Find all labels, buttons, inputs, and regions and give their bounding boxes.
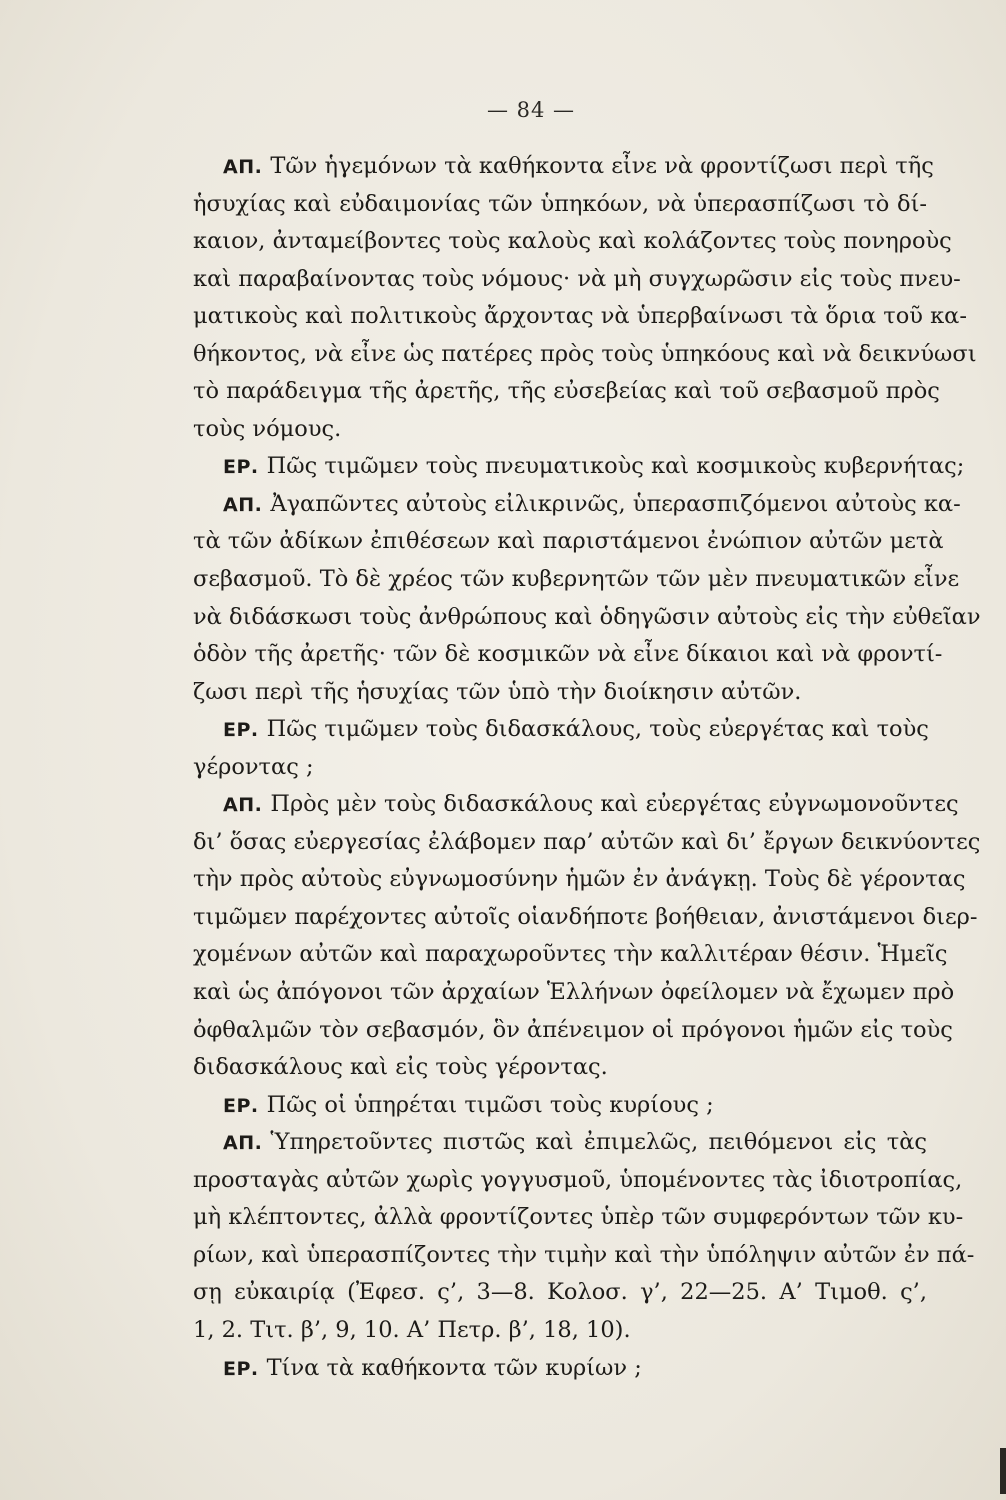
text-line (193, 636, 943, 674)
text-line (193, 448, 965, 486)
line-text: 1, 2. Τιτ. β’, 9, 10. Α’ Πετρ. β’, 18, 10). (193, 1316, 631, 1343)
text-line (193, 786, 959, 824)
line-text: Πῶς τιμῶμεν τοὺς πνευματικοὺς καὶ κοσμικοὺς κυβερνήτας; (266, 453, 965, 480)
line-text: χομένων αὐτῶν καὶ παραχωροῦντες τὴν καλλιτέραν θέσιν. Ἡμεῖς (193, 941, 948, 968)
line-text: ὁδὸν τῆς ἀρετῆς· τῶν δὲ κοσμικῶν νὰ εἶνε δίκαιοι καὶ νὰ φροντί- (193, 641, 943, 668)
line-text: Πῶς οἱ ὑπηρέται τιμῶσι τοὺς κυρίους ; (266, 1091, 714, 1118)
text-line (193, 261, 961, 299)
text-line (193, 749, 927, 787)
text-line (193, 523, 944, 561)
line-text: ζωσι περὶ τῆς ἡσυχίας τῶν ὑπὸ τὴν διοίκησιν αὐτῶν. (193, 678, 802, 705)
text-line (193, 899, 978, 937)
line-text: δι’ ὅσας εὐεργεσίας ἐλάβομεν παρ’ αὐτῶν καὶ δι’ ἔργων δεικνύοντες (193, 828, 981, 855)
line-text: γέροντας ; (193, 753, 314, 780)
line-text: Ἀγαπῶντες αὐτοὺς εἰλικρινῶς, ὑπερασπιζόμενοι αὐτοὺς κα- (270, 490, 961, 517)
text-line (193, 411, 927, 449)
text-line (193, 1049, 927, 1087)
text-line (193, 936, 948, 974)
speaker-label: ΑΠ. (223, 794, 263, 817)
line-text: σεβασμοῦ. Τὸ δὲ χρέος τῶν κυβερνητῶν τῶν μὲν πνευματικῶν εἶνε (193, 566, 960, 593)
line-text: νὰ διδάσκωσι τοὺς ἀνθρώπους καὶ ὁδηγῶσιν αὐτοὺς εἰς τὴν εὐθεῖαν (193, 603, 981, 630)
text-line (193, 974, 955, 1012)
text-line (193, 711, 927, 749)
text-line (193, 1199, 964, 1237)
line-text: ὀφθαλμῶν τὸν σεβασμόν, ὃν ἀπένειμον οἱ πρόγονοι ἡμῶν εἰς τοὺς (193, 1016, 953, 1043)
text-line (193, 186, 927, 224)
line-text: Πρὸς μὲν τοὺς διδασκάλους καὶ εὐεργέτας εὐγνωμονοῦντες (270, 791, 959, 818)
text-line (193, 1274, 927, 1312)
line-text: Πῶς τιμῶμεν τοὺς διδασκάλους, τοὺς εὐεργέτας καὶ τοὺς (266, 716, 929, 743)
text-line (193, 336, 977, 374)
speaker-label: ΕΡ. (223, 719, 259, 742)
line-text: τιμῶμεν παρέχοντες αὐτοῖς οἱανδήποτε βοήθειαν, ἀνιστάμενοι διερ- (193, 903, 978, 930)
line-text: ρίων, καὶ ὑπερασπίζοντες τὴν τιμὴν καὶ τὴν ὑπόληψιν αὐτῶν ἐν πά- (193, 1241, 975, 1268)
line-text: καιον, ἀνταμείβοντες τοὺς καλοὺς καὶ κολάζοντες τοὺς πονηροὺς (193, 228, 952, 255)
line-text: Τίνα τὰ καθήκοντα τῶν κυρίων ; (266, 1354, 642, 1381)
page-number: — 84 — (486, 98, 576, 122)
text-line (193, 1012, 953, 1050)
text-line (193, 561, 960, 599)
line-text: σῃ εὐκαιρίᾳ (Ἐφεσ. ς’, 3—8. Κολοσ. γ’, 22—25. Α’ Τιμοθ. ς’, (193, 1279, 927, 1306)
text-line (193, 674, 927, 712)
line-text: τὰ τῶν ἀδίκων ἐπιθέσεων καὶ παριστάμενοι ἐνώπιον αὐτῶν μετὰ (193, 528, 944, 555)
text-line (193, 373, 940, 411)
text-line (193, 599, 981, 637)
line-text: Τῶν ἡγεμόνων τὰ καθήκοντα εἶνε νὰ φροντίζωσι περὶ τῆς (270, 153, 934, 179)
line-text: προσταγὰς αὐτῶν χωρὶς γογγυσμοῦ, ὑπομένοντες τὰς ἰδιοτροπίας, (193, 1166, 963, 1193)
line-text: τὴν πρὸς αὐτοὺς εὐγνωμοσύνην ἡμῶν ἐν ἀνάγκῃ. Τοὺς δὲ γέροντας (193, 866, 966, 893)
speaker-label: ΑΠ. (223, 1132, 263, 1155)
line-text: Ὑπηρετοῦντες πιστῶς καὶ ἐπιμελῶς, πειθόμενοι εἰς τὰς (270, 1129, 927, 1156)
line-text: καὶ ὡς ἀπόγονοι τῶν ἀρχαίων Ἑλλήνων ὀφείλομεν νὰ ἔχωμεν πρὸ (193, 979, 955, 1006)
text-line (193, 1312, 927, 1350)
line-text: καὶ παραβαίνοντας τοὺς νόμους· νὰ μὴ συγχωρῶσιν εἰς τοὺς πνευ- (193, 265, 961, 292)
text-line (193, 1162, 963, 1200)
line-text: τοὺς νόμους. (193, 415, 342, 442)
text-line (193, 861, 966, 899)
page-edge-mark (1000, 1448, 1006, 1494)
text-line (193, 1087, 927, 1125)
text-line (193, 1350, 927, 1388)
line-text: ματικοὺς καὶ πολιτικοὺς ἄρχοντας νὰ ὑπερβαίνωσι τὰ ὅρια τοῦ κα- (193, 303, 967, 330)
text-line (193, 824, 981, 862)
body-text (193, 148, 981, 1387)
text-line (193, 148, 934, 186)
text-line (193, 1237, 975, 1275)
line-text: μὴ κλέπτοντες, ἀλλὰ φροντίζοντες ὑπὲρ τῶν συμφερόντων τῶν κυ- (193, 1204, 964, 1231)
text-line (193, 298, 967, 336)
speaker-label: ΑΠ. (223, 493, 263, 516)
line-text: τὸ παράδειγμα τῆς ἀρετῆς, τῆς εὐσεβείας καὶ τοῦ σεβασμοῦ πρὸς (193, 378, 940, 405)
speaker-label: ΕΡ. (223, 456, 259, 479)
text-line (193, 223, 952, 261)
speaker-label: ΕΡ. (223, 1357, 259, 1380)
text-line (193, 486, 961, 524)
line-text: διδασκάλους καὶ εἰς τοὺς γέροντας. (193, 1054, 608, 1081)
line-text: θήκοντος, νὰ εἶνε ὡς πατέρες πρὸς τοὺς ὑπηκόους καὶ νὰ δεικνύωσι (193, 340, 977, 367)
speaker-label: ΑΠ. (223, 156, 263, 178)
speaker-label: ΕΡ. (223, 1094, 259, 1117)
text-line (193, 1124, 927, 1162)
line-text: ἡσυχίας καὶ εὐδαιμονίας τῶν ὑπηκόων, νὰ ὑπερασπίζωσι τὸ δί- (193, 190, 927, 217)
